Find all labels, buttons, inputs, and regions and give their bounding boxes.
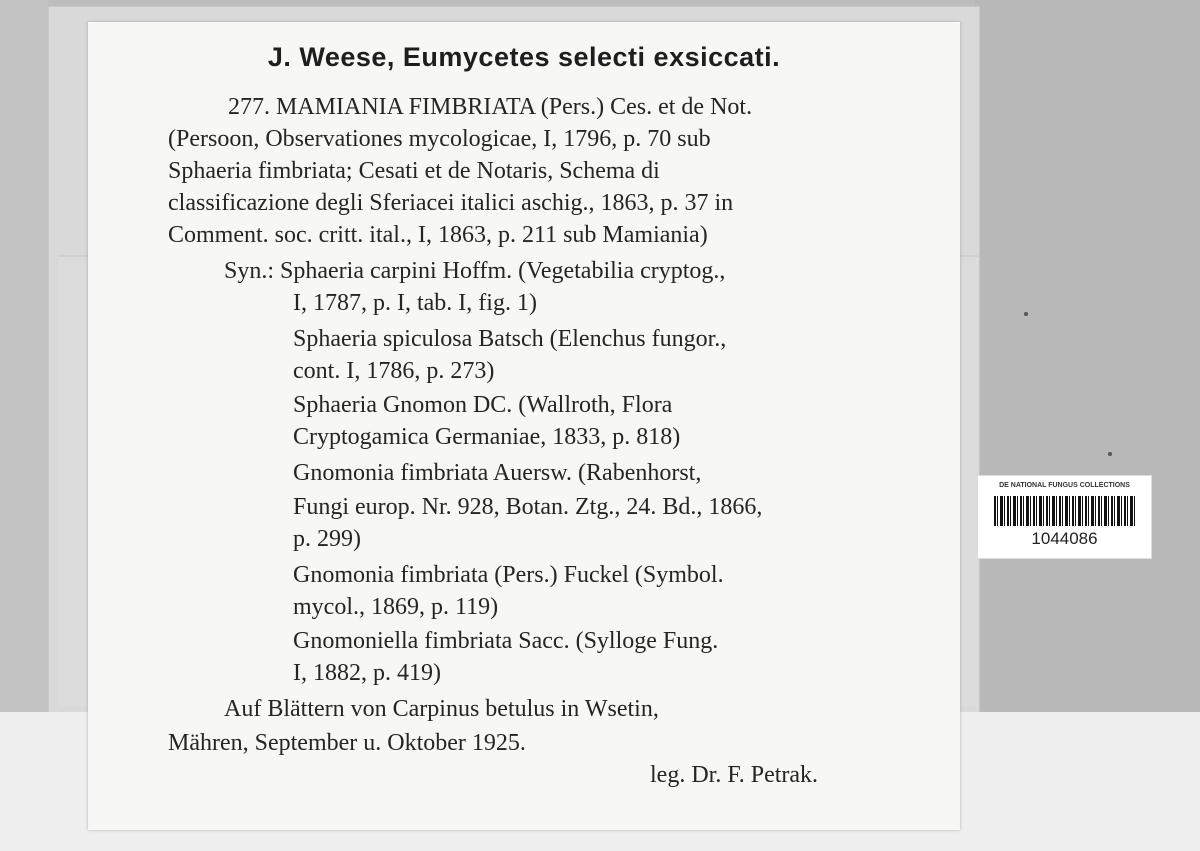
label-line: mycol., 1869, p. 119) (293, 594, 499, 620)
speck (1108, 452, 1112, 456)
label-line: I, 1787, p. I, tab. I, fig. 1) (293, 290, 537, 316)
specimen-label (88, 22, 960, 830)
label-line-synonyms: Syn.: Sphaeria carpini Hoffm. (Vegetabilia cryptog., (224, 258, 726, 284)
label-line-date: Mähren, September u. Oktober 1925. (168, 730, 526, 756)
label-line-locality: Auf Blättern von Carpinus betulus in Wsetin, (224, 696, 659, 722)
barcode-title: DE NATIONAL FUNGUS COLLECTIONS (999, 482, 1130, 489)
label-line: I, 1882, p. 419) (293, 660, 441, 686)
background-right (975, 0, 1200, 720)
label-line-collector: leg. Dr. F. Petrak. (650, 762, 819, 788)
label-line: (Persoon, Observationes mycologicae, I, 1796, p. 70 sub (168, 126, 711, 152)
label-line: Gnomoniella fimbriata Sacc. (Sylloge Fung. (293, 628, 719, 654)
label-line: p. 299) (293, 526, 361, 552)
label-line: Fungi europ. Nr. 928, Botan. Ztg., 24. Bd., 1866, (293, 494, 763, 520)
label-line: Gnomonia fimbriata Auersw. (Rabenhorst, (293, 460, 702, 486)
label-line: cont. I, 1786, p. 273) (293, 358, 495, 384)
label-line-species: 277. MAMIANIA FIMBRIATA (Pers.) Ces. et de Not. (228, 94, 753, 120)
background-left (0, 0, 48, 712)
barcode-icon (994, 496, 1136, 526)
label-line: classificazione degli Sferiacei italici aschig., 1863, p. 37 in (168, 190, 734, 216)
label-line: Comment. soc. critt. ital., I, 1863, p. 211 sub Mamiania) (168, 222, 708, 248)
barcode-number: 1044086 (1031, 529, 1098, 548)
label-header: J. Weese, Eumycetes selecti exsiccati. (267, 42, 781, 72)
speck (1024, 312, 1028, 316)
label-line: Gnomonia fimbriata (Pers.) Fuckel (Symbol. (293, 562, 724, 588)
label-line: Sphaeria spiculosa Batsch (Elenchus fungor., (293, 326, 727, 352)
barcode-label (977, 475, 1152, 559)
label-line: Sphaeria fimbriata; Cesati et de Notaris, Schema di (168, 158, 660, 184)
label-line: Sphaeria Gnomon DC. (Wallroth, Flora (293, 392, 673, 418)
label-line: Cryptogamica Germaniae, 1833, p. 818) (293, 424, 681, 450)
